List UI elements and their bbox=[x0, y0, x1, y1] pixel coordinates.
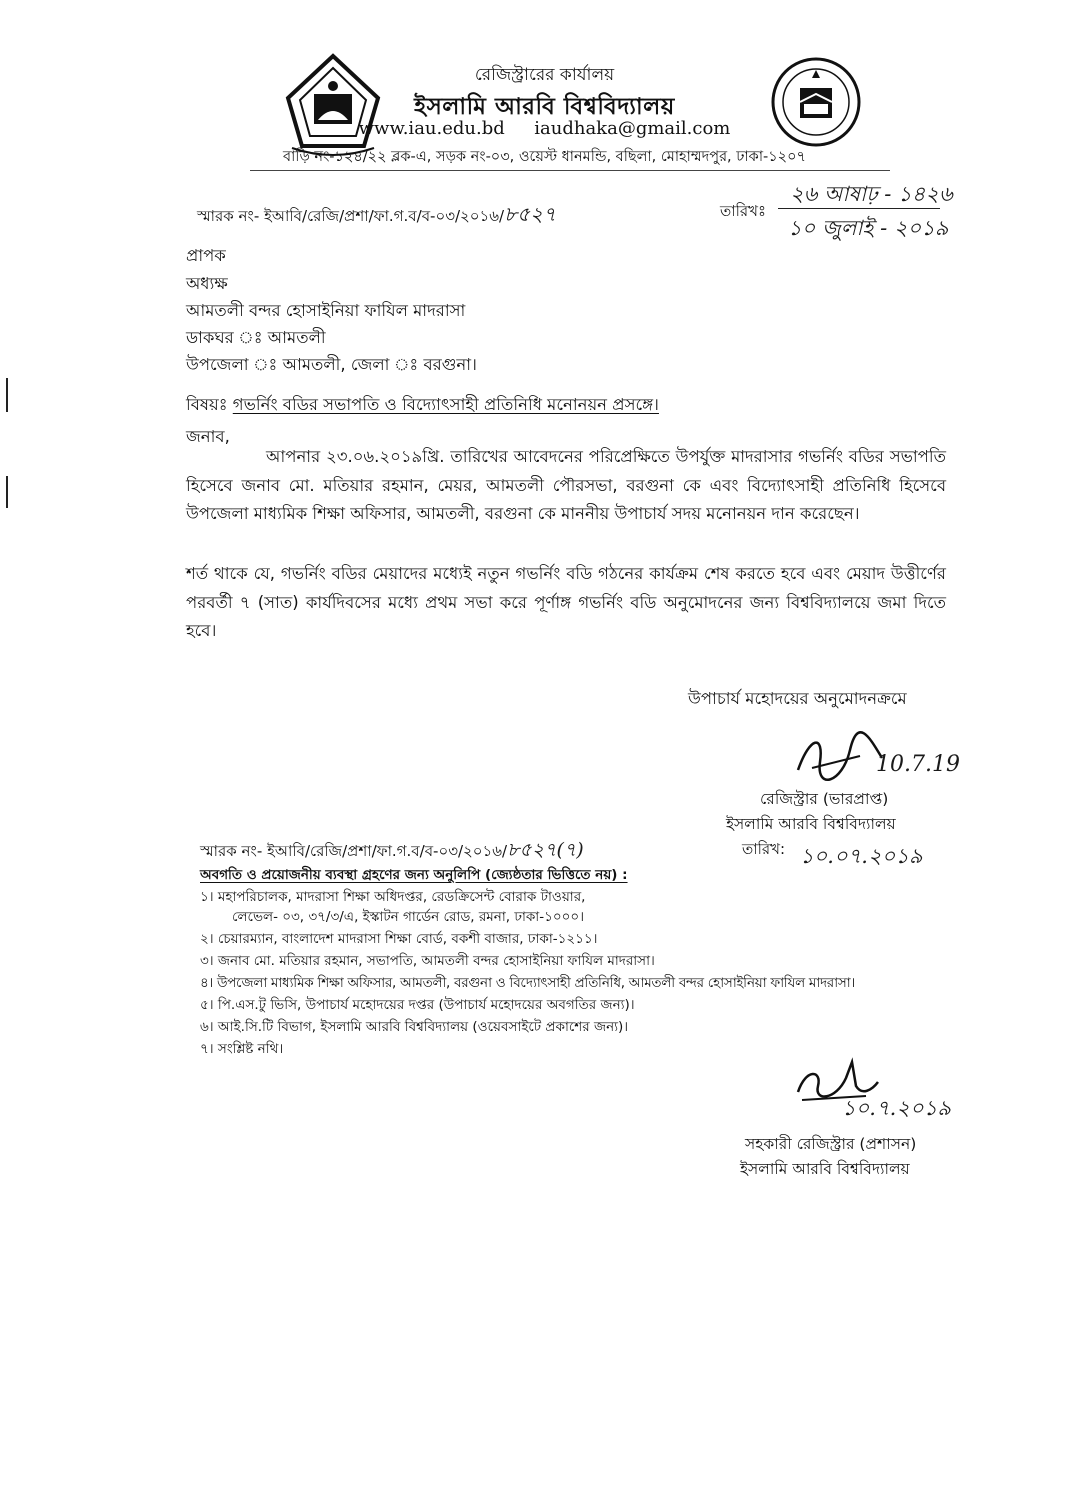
subject-label: বিষয়ঃ bbox=[186, 395, 233, 414]
copy-date-label: তারিখ: bbox=[742, 840, 786, 858]
signature2-org: ইসলামি আরবি বিশ্ববিদ্যালয় bbox=[740, 1160, 910, 1178]
date-label: তারিখঃ bbox=[720, 202, 766, 220]
salutation: জনাব, bbox=[186, 427, 230, 446]
copy-heading: অবগতি ও প্রয়োজনীয় ব্যবস্থা গ্রহণের জন্য অনুলিপি (জ্যেষ্ঠতার ভিত্তিতে নয়) : bbox=[200, 867, 628, 883]
copy-date-handwritten: ১০.০৭.২০১৯ bbox=[800, 844, 923, 868]
contact-line bbox=[0, 118, 1089, 139]
recipient-institution: আমতলী বন্দর হোসাইনিয়া ফাযিল মাদরাসা bbox=[186, 301, 466, 320]
copy-item: ৫। পি.এস.টু ভিসি, উপাচার্য মহোদয়ের দপ্তর (উপাচার্য মহোদয়ের অবগতির জন্য)। bbox=[200, 997, 635, 1013]
signature1-title: রেজিস্ট্রার (ভারপ্রাপ্ত) bbox=[760, 790, 889, 808]
recipient-designation: অধ্যক্ষ bbox=[186, 274, 228, 293]
website-link[interactable]: www.iau.edu.bd bbox=[358, 118, 505, 139]
signature2-date: ১০.৭.২০১৯ bbox=[842, 1096, 951, 1120]
subject-text: গভর্নিং বডির সভাপতি ও বিদ্যোৎসাহী প্রতিনিধি মনোনয়ন প্রসঙ্গে। bbox=[232, 395, 659, 414]
copy-item: ২। চেয়ারম্যান, বাংলাদেশ মাদরাসা শিক্ষা বোর্ড, বকশী বাজার, ঢাকা-১২১১। bbox=[200, 931, 598, 947]
registrar-signature bbox=[790, 728, 890, 788]
university-name: ইসলামি আরবি বিশ্ববিদ্যালয় bbox=[414, 94, 675, 120]
subject-line bbox=[186, 392, 659, 419]
signature1-org: ইসলামি আরবি বিশ্ববিদ্যালয় bbox=[726, 815, 896, 833]
recipient-post-office: ডাকঘর ঃ আমতলী bbox=[186, 328, 326, 347]
office-title: রেজিস্ট্রারের কার্যালয় bbox=[474, 65, 615, 85]
address-line: বাড়ি নং-১২৪/২২ ব্লক-এ, সড়ক নং-০৩, ওয়েস্ট ধানমন্ডি, বছিলা, মোহাম্মদপুর, ঢাকা-১২০৭ bbox=[283, 149, 806, 165]
memo-number: স্মারক নং- ইআবি/রেজি/প্রশা/ফা.গ.ব/ব-০৩/২০১৬/৮৫২৭ bbox=[197, 202, 557, 226]
scan-margin-mark bbox=[6, 378, 8, 412]
scan-margin-mark bbox=[6, 476, 8, 508]
signature1-date: 10.7.19 bbox=[876, 752, 960, 777]
date-divider bbox=[778, 208, 940, 209]
copy-item: ১। মহাপরিচালক, মাদরাসা শিক্ষা অধিদপ্তর, রেডক্রিসেন্ট বোরাক টাওয়ার, bbox=[200, 889, 586, 905]
copy-item: ৭। সংশ্লিষ্ট নথি। bbox=[200, 1041, 284, 1057]
date-bangla-handwritten: ২৬ আষাঢ় - ১৪২৬ bbox=[790, 182, 953, 206]
signature2-title: সহকারী রেজিস্ট্রার (প্রশাসন) bbox=[745, 1135, 917, 1153]
body-paragraph-2: শর্ত থাকে যে, গভর্নিং বডির মেয়াদের মধ্যেই নতুন গভর্নিং বডি গঠনের কার্যক্রম শেষ করতে হবে এবং মেয়াদ উত্তীর্ণের পরবর্তী ৭ (সাত) কার্যদিবসের মধ্যে প্রথম সভা করে পূর্ণাঙ্গ গভর্নিং বডি অনুমোদনের জন্য বিশ্ববিদ্যালয়ে জমা দিতে হবে। bbox=[186, 564, 946, 640]
email-link[interactable]: iaudhaka@gmail.com bbox=[534, 118, 731, 139]
copy-item: লেভেল- ০৩, ৩৭/৩/এ, ইস্কাটন গার্ডেন রোড, রমনা, ঢাকা-১০০০। bbox=[232, 909, 585, 925]
recipient-label: প্রাপক bbox=[186, 246, 226, 265]
copy-item: ৩। জনাব মো. মতিয়ার রহমান, সভাপতি, আমতলী বন্দর হোসাইনিয়া ফাযিল মাদরাসা। bbox=[200, 953, 655, 969]
copy-memo-handwritten: ৮৫২৭(৭) bbox=[507, 839, 584, 861]
copy-memo-number: স্মারক নং- ইআবি/রেজি/প্রশা/ফা.গ.ব/ব-০৩/২০১৬/৮৫২৭(৭) bbox=[200, 839, 584, 861]
recipient-district: উপজেলা ঃ আমতলী, জেলা ঃ বরগুনা। bbox=[186, 355, 477, 374]
memo-number-handwritten: ৮৫২৭ bbox=[504, 202, 557, 226]
date-english-handwritten: ১০ জুলাই - ২০১৯ bbox=[788, 216, 949, 240]
body-paragraph-1: আপনার ২৩.০৬.২০১৯খ্রি. তারিখের আবেদনের পরিপ্রেক্ষিতে উপর্যুক্ত মাদরাসার গভর্নিং বডির সভাপতি হিসেবে জনাব মো. মতিয়ার রহমান, মেয়র, আমতলী পৌরসভা, বরগুনা কে এবং বিদ্যোৎসাহী প্রতিনিধি হিসেবে উপজেলা মাধ্যমিক শিক্ষা অফিসার, আমতলী, বরগুনা কে মাননীয় উপাচার্য সদয় মনোনয়ন দান করেছেন। bbox=[186, 447, 946, 523]
approval-note: উপাচার্য মহোদয়ের অনুমোদনক্রমে bbox=[688, 689, 907, 708]
copy-item: ৪। উপজেলা মাধ্যমিক শিক্ষা অফিসার, আমতলী, বরগুনা ও বিদ্যোৎসাহী প্রতিনিধি, আমতলী বন্দর হোসাইনিয়া ফাযিল মাদরাসা। bbox=[200, 975, 855, 991]
copy-item: ৬। আই.সি.টি বিভাগ, ইসলামি আরবি বিশ্ববিদ্যালয় (ওয়েবসাইটে প্রকাশের জন্য)। bbox=[200, 1019, 629, 1035]
header-divider bbox=[250, 170, 890, 171]
